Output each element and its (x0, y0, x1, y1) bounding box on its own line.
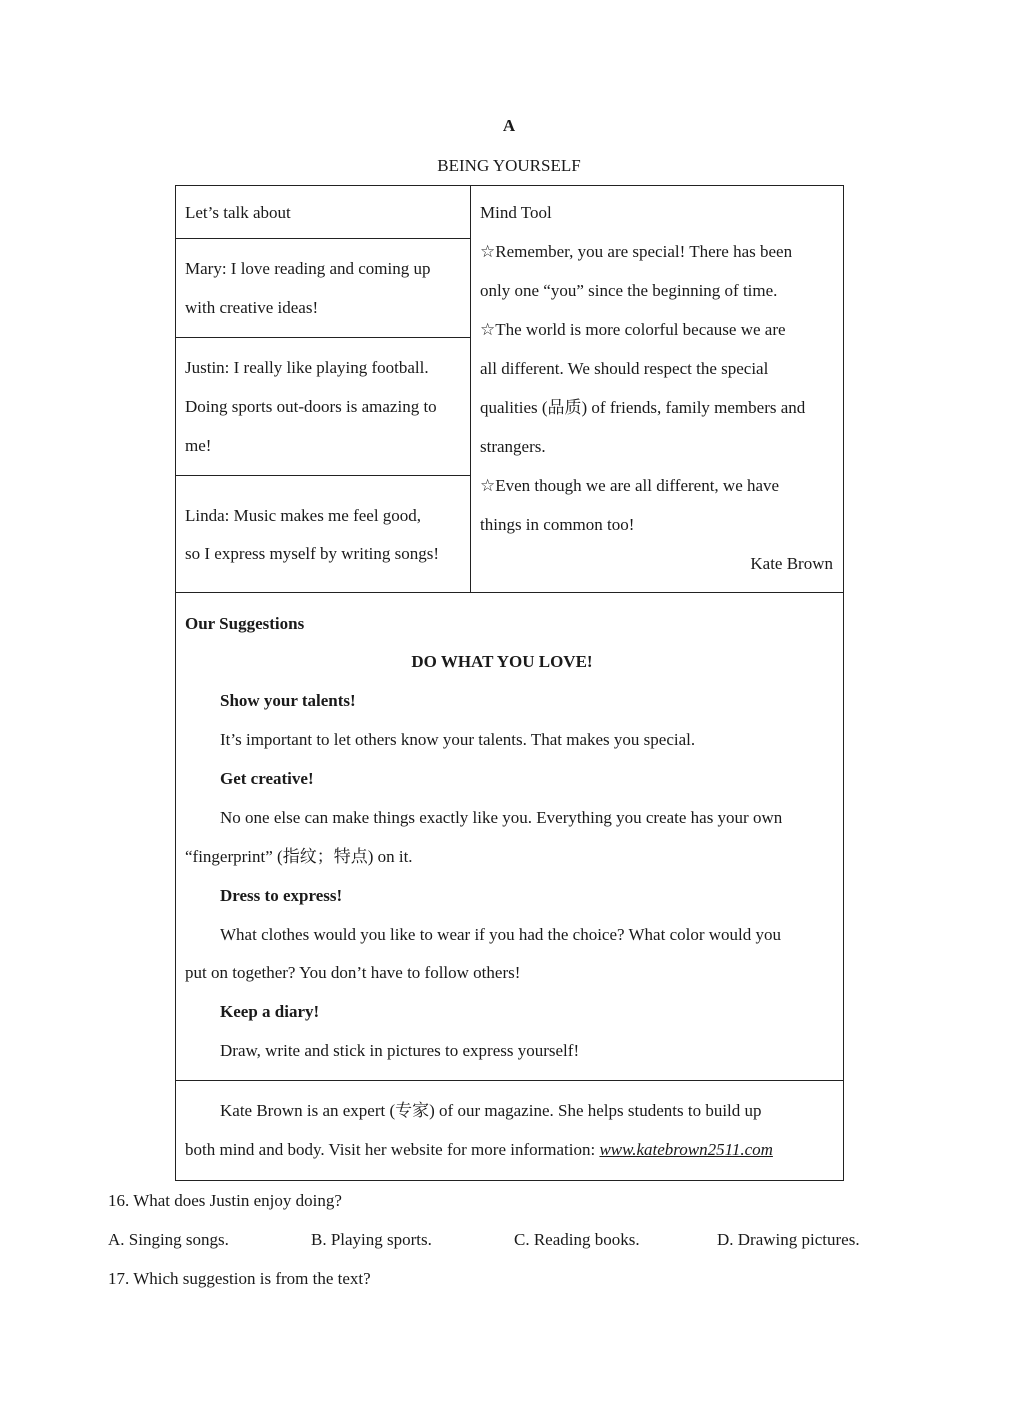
suggestion-text: “fingerprint” (指纹；特点) on it. (185, 847, 413, 866)
page-title: BEING YOURSELF (437, 156, 581, 175)
row-divider (175, 592, 844, 593)
table-border-top (175, 185, 844, 186)
website-link[interactable]: www.katebrown2511.com (599, 1140, 773, 1159)
table-border-bottom (175, 1180, 844, 1181)
mind-tool-line: things in common too! (480, 515, 635, 534)
table-border-right (843, 185, 844, 1181)
row-divider (175, 1080, 844, 1081)
linda-line: so I express myself by writing songs! (185, 544, 440, 563)
mind-tool-line: strangers. (480, 437, 546, 456)
justin-line: me! (185, 436, 212, 455)
question-17: 17. Which suggestion is from the text? (108, 1269, 371, 1288)
mind-tool-signature: Kate Brown (750, 554, 833, 573)
q16-option-a: A. Singing songs. (108, 1230, 229, 1249)
suggestion-title: Show your talents! (220, 691, 356, 710)
mind-tool-line: all different. We should respect the special (480, 359, 769, 378)
q16-option-c: C. Reading books. (514, 1230, 640, 1249)
linda-line: Linda: Music makes me feel good, (185, 506, 422, 525)
suggestion-text: What clothes would you like to wear if you had the choice? What color would you (220, 925, 781, 944)
q16-option-d: D. Drawing pictures. (717, 1230, 860, 1249)
mind-tool-line: only one “you” since the beginning of time. (480, 281, 778, 300)
footer-note-prefix: both mind and body. Visit her website for more information: (185, 1140, 600, 1159)
row-divider (175, 475, 470, 476)
justin-line: Justin: I really like playing football. (185, 358, 429, 377)
mind-tool-header: Mind Tool (480, 203, 552, 222)
talk-about-header: Let’s talk about (185, 203, 291, 222)
footer-note-line: Kate Brown is an expert (专家) of our magazine. She helps students to build up (220, 1101, 762, 1120)
suggestions-slogan: DO WHAT YOU LOVE! (411, 652, 593, 671)
mind-tool-line: ☆The world is more colorful because we are (480, 320, 786, 339)
suggestion-title: Get creative! (220, 769, 314, 788)
suggestion-title: Dress to express! (220, 886, 343, 905)
mind-tool-line: ☆Even though we are all different, we have (480, 476, 780, 495)
suggestions-heading: Our Suggestions (185, 614, 305, 633)
q16-option-b: B. Playing sports. (311, 1230, 432, 1249)
footer-note-line (185, 1140, 773, 1160)
suggestion-text: No one else can make things exactly like you. Everything you create has your own (220, 808, 783, 827)
row-divider (175, 337, 470, 338)
mary-line: Mary: I love reading and coming up (185, 259, 431, 278)
row-divider (175, 238, 470, 239)
suggestion-title: Keep a diary! (220, 1002, 320, 1021)
suggestion-text: It’s important to let others know your talents. That makes you special. (220, 730, 696, 749)
suggestion-text: put on together? You don’t have to follow others! (185, 963, 521, 982)
justin-line: Doing sports out-doors is amazing to (185, 397, 437, 416)
section-letter: A (502, 116, 516, 135)
mind-tool-line: qualities (品质) of friends, family members and (480, 398, 806, 417)
question-16: 16. What does Justin enjoy doing? (108, 1191, 342, 1210)
mind-tool-line: ☆Remember, you are special! There has been (480, 242, 793, 261)
mary-line: with creative ideas! (185, 298, 319, 317)
suggestion-text: Draw, write and stick in pictures to express yourself! (220, 1041, 580, 1060)
table-border-left (175, 185, 176, 1181)
column-divider (470, 185, 471, 593)
